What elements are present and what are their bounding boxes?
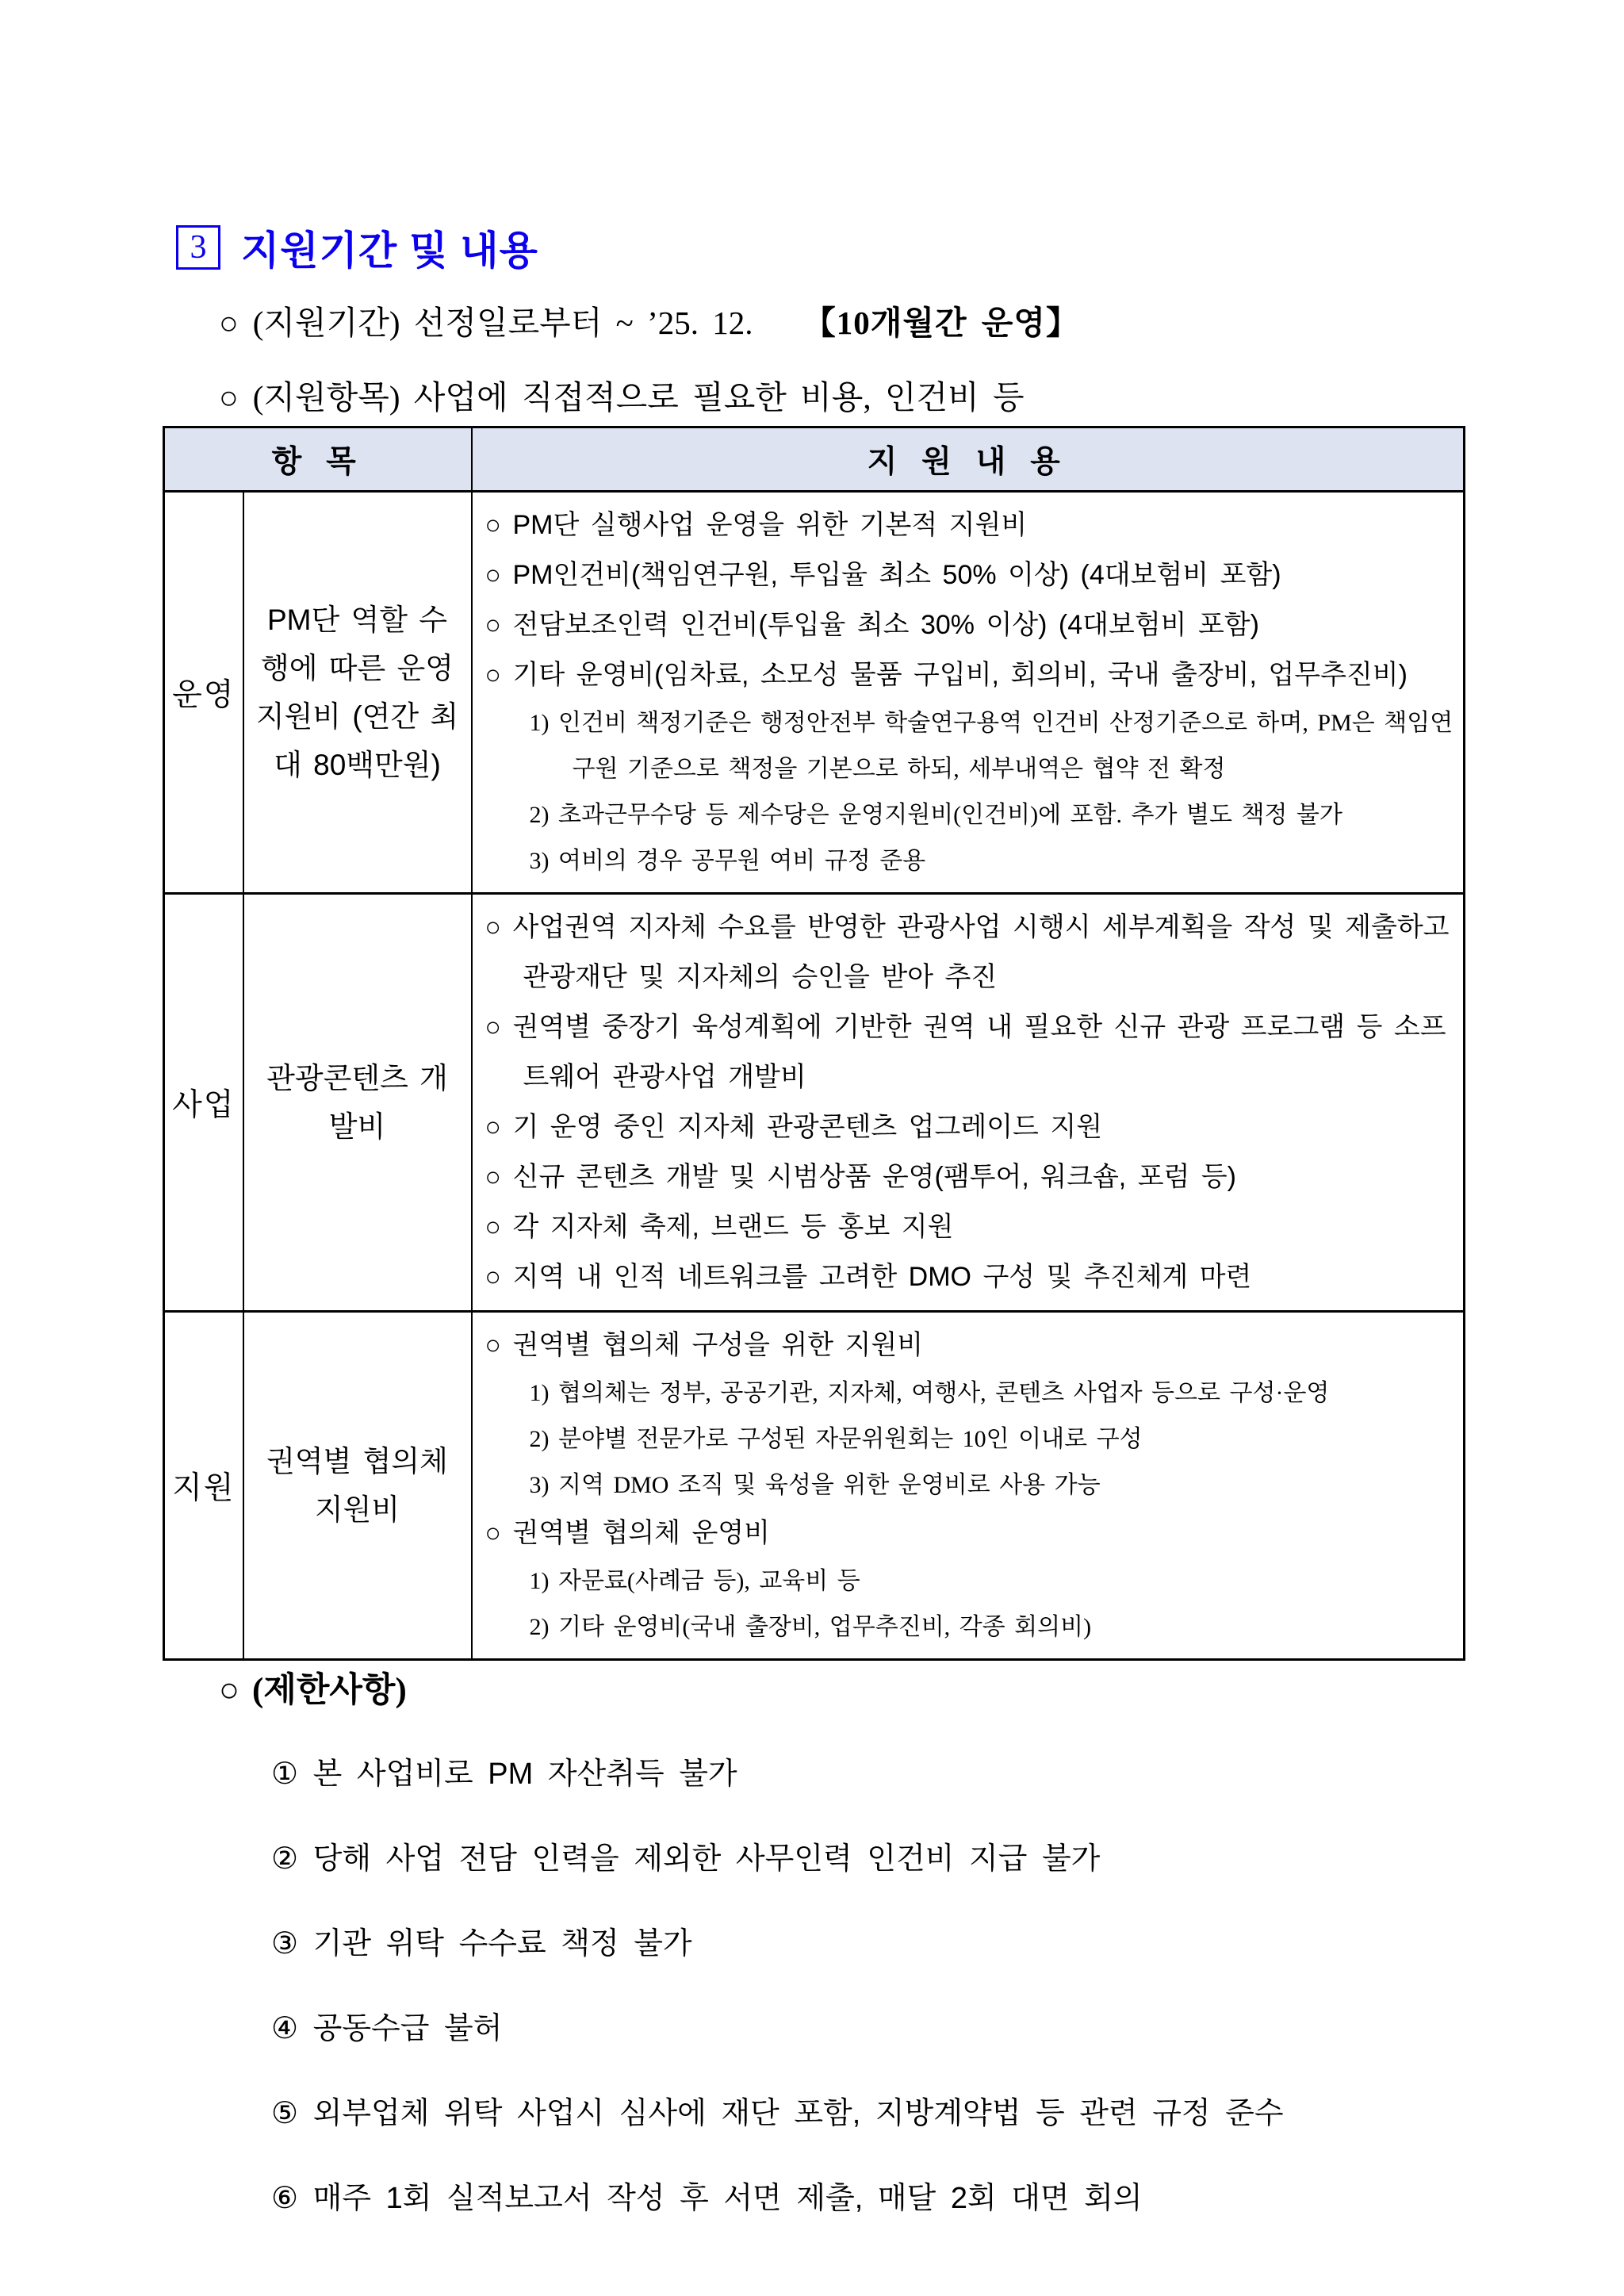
intro-line-support-items <box>219 371 1025 418</box>
content-line: ○ 지역 내 인적 네트워크를 고려한 DMO 구성 및 추진체계 마련 <box>485 1262 1252 1292</box>
category-cell: 지원 <box>164 1312 243 1660</box>
intro-highlight: 【10개월간 운영】 <box>802 305 1080 341</box>
content-line: ○ 권역별 중장기 육성계획에 기반한 권역 내 필요한 신규 관광 프로그램 등 소프트웨어 관광사업 개발비 <box>485 1012 1446 1092</box>
content-line: ○ 권역별 협의체 운영비 <box>485 1518 770 1548</box>
category-cell: 사업 <box>164 894 243 1312</box>
content-note: 2) 기타 운영비(국내 출장비, 업무추진비, 각종 회의비) <box>529 1614 1092 1640</box>
column-header-content: 지 원 내 용 <box>472 427 1465 492</box>
content-line: ○ 전담보조인력 인건비(투입율 최소 30% 이상) (4대보험비 포함) <box>485 610 1259 640</box>
content-line: ○ 권역별 협의체 구성을 위한 지원비 <box>485 1330 924 1360</box>
content-note: 1) 인건비 책정기준은 행정안전부 학술연구용역 인건비 산정기준으로 하며, PM은 책임연구원 기준으로 책정을 기본으로 하되, 세부내역은 협약 전 확정 <box>529 710 1454 782</box>
content-cell <box>472 894 1465 1312</box>
circle-bullet-icon: ○ <box>219 1672 239 1709</box>
content-line: ○ 각 지자체 축제, 브랜드 등 홍보 지원 <box>485 1212 954 1242</box>
content-line: ○ 기 운영 중인 지자체 관광콘텐츠 업그레이드 지원 <box>485 1112 1103 1142</box>
content-line: ○ PM인건비(책임연구원, 투입율 최소 50% 이상) (4대보험비 포함) <box>485 560 1281 590</box>
item-cell: 관광콘텐츠 개발비 <box>243 894 472 1312</box>
content-note: 2) 초과근무수당 등 제수당은 운영지원비(인건비)에 포함. 추가 별도 책정 불가 <box>529 802 1342 828</box>
restriction-item: ③ 기관 위탁 수수료 책정 불가 <box>271 1927 692 1961</box>
section-number-box: 3 <box>176 225 220 270</box>
table-row-business <box>164 894 1465 1312</box>
intro-text: 선정일로부터 ~ ’25. 12. <box>413 305 753 341</box>
content-note: 3) 지역 DMO 조직 및 육성을 위한 운영비로 사용 가능 <box>529 1472 1101 1498</box>
content-cell <box>472 1312 1465 1660</box>
circle-bullet-icon: ○ <box>219 379 239 416</box>
circle-bullet-icon: ○ <box>219 305 239 341</box>
category-cell: 운영 <box>164 492 243 894</box>
restriction-item: ① 본 사업비로 PM 자산취득 불가 <box>271 1757 737 1791</box>
content-note: 3) 여비의 경우 공무원 여비 규정 준용 <box>529 848 926 874</box>
content-note: 2) 분야별 전문가로 구성된 자문위원회는 10인 이내로 구성 <box>529 1426 1143 1452</box>
item-cell: PM단 역할 수행에 따른 운영지원비 (연간 최대 80백만원) <box>243 492 472 894</box>
page-title: 지원기간 및 내용 <box>241 228 538 273</box>
support-table <box>163 426 1465 1661</box>
intro-line-support-period <box>219 297 1079 343</box>
restriction-item: ⑤ 외부업체 위탁 사업시 심사에 재단 포함, 지방계약법 등 관련 규정 준수 <box>271 2097 1284 2131</box>
content-line: ○ PM단 실행사업 운영을 위한 기본적 지원비 <box>485 510 1028 540</box>
table-row-support <box>164 1312 1465 1660</box>
table-header-row <box>164 427 1465 492</box>
section-heading <box>176 219 538 276</box>
content-line: ○ 기타 운영비(임차료, 소모성 물품 구입비, 회의비, 국내 출장비, 업무추진비) <box>485 660 1408 690</box>
restriction-item: ② 당해 사업 전담 인력을 제외한 사무인력 인건비 지급 불가 <box>271 1842 1101 1876</box>
column-header-item: 항 목 <box>164 427 472 492</box>
restrictions-heading <box>219 1663 1583 1711</box>
content-line: ○ 사업권역 지자체 수요를 반영한 관광사업 시행시 세부계획을 작성 및 제출하고 관광재단 및 지자체의 승인을 받아 추진 <box>485 912 1450 992</box>
item-cell: 권역별 협의체 지원비 <box>243 1312 472 1660</box>
content-note: 1) 협의체는 정부, 공공기관, 지자체, 여행사, 콘텐츠 사업자 등으로 구성·운영 <box>529 1380 1330 1406</box>
table-row-operation <box>164 492 1465 894</box>
intro-text: 사업에 직접적으로 필요한 비용, 인건비 등 <box>413 379 1025 416</box>
intro-label: (지원항목) <box>252 379 400 416</box>
restrictions-heading-label: (제한사항) <box>251 1672 407 1709</box>
content-note: 1) 자문료(사례금 등), 교육비 등 <box>529 1568 860 1594</box>
restriction-item: ⑥ 매주 1회 실적보고서 작성 후 서면 제출, 매달 2회 대면 회의 <box>271 2182 1143 2216</box>
restrictions-section <box>219 1663 1583 2221</box>
content-line: ○ 신규 콘텐츠 개발 및 시범상품 운영(팸투어, 워크숍, 포럼 등) <box>485 1162 1236 1192</box>
restriction-item: ④ 공동수급 불허 <box>271 2012 503 2046</box>
intro-label: (지원기간) <box>252 305 400 341</box>
content-cell <box>472 492 1465 894</box>
